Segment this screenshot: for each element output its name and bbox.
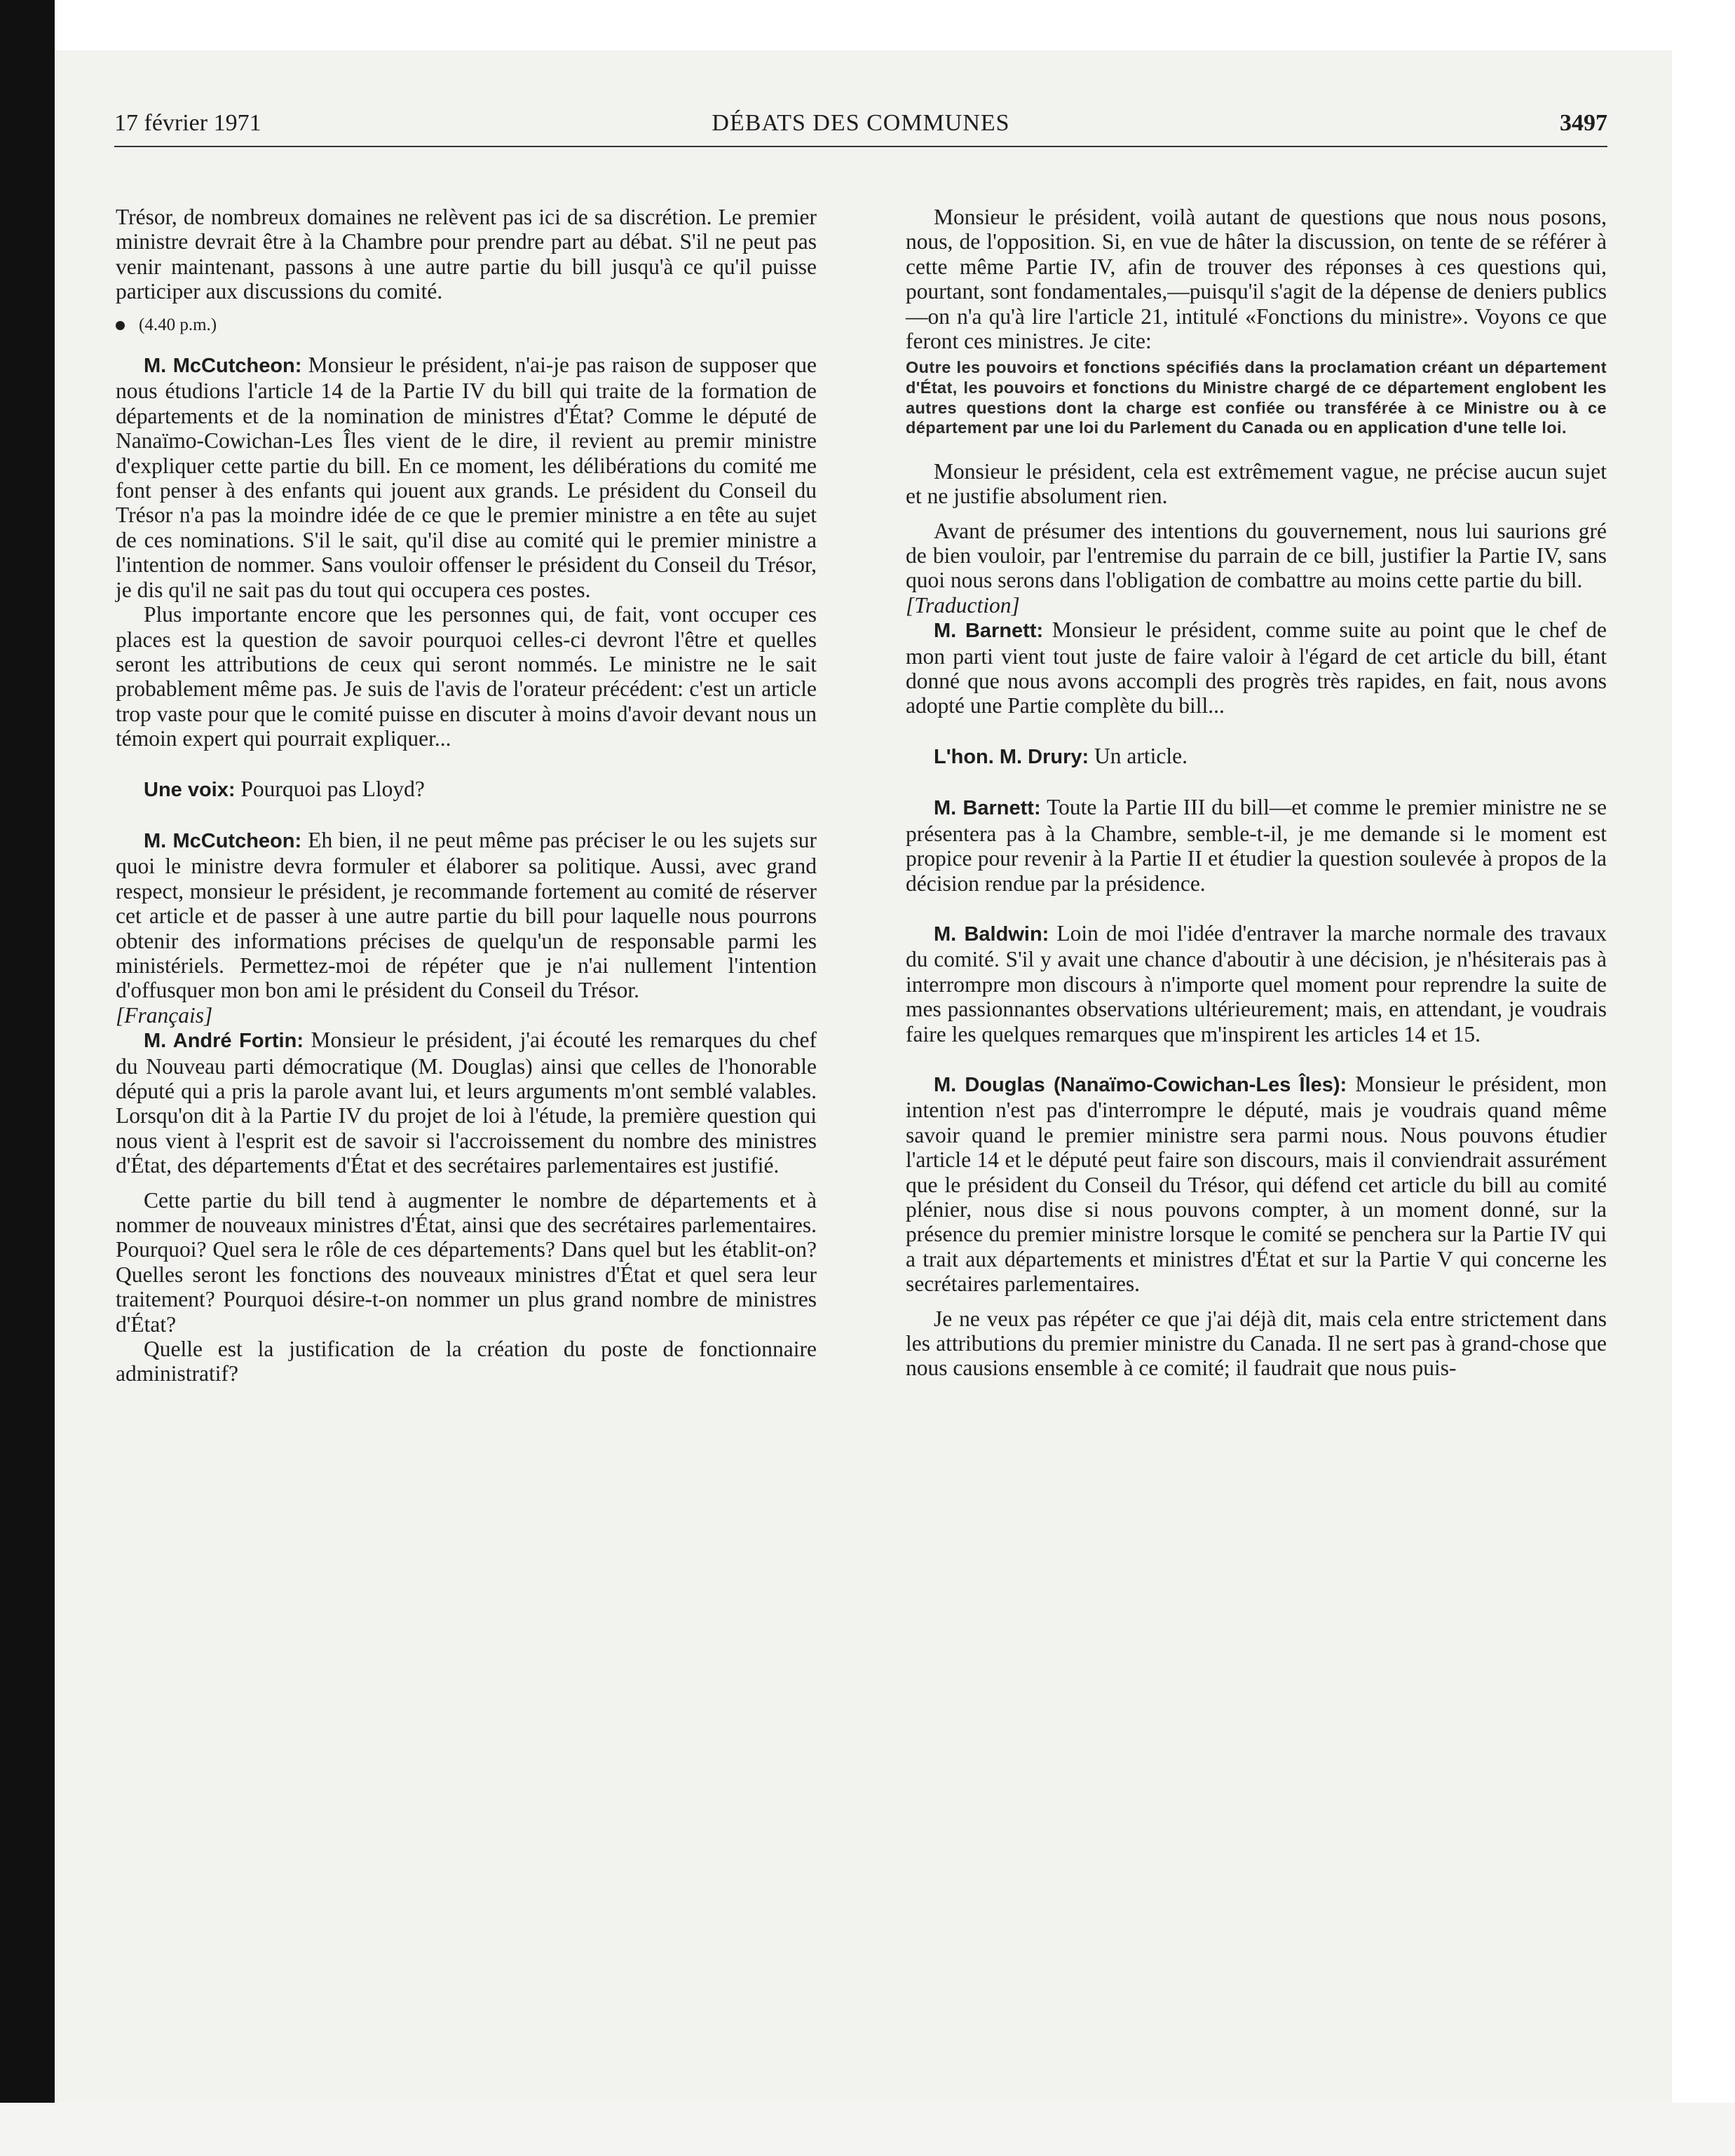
paragraph <box>116 1028 817 1178</box>
speech-text: Monsieur le président, mon intention n'est pas d'interrompre le député, mais je voudrais quand même savoir quand le premier ministre sera parmi nous. Nous pouvons étudier l'article 14 et le député peut faire son discours, mais il conviendrait assurément que le président du Conseil du Trésor, qui défend cet article du bill au comité plénier, nous dise si nous pouvons compter, à un moment donné, sur la présence du premier ministre lorsque le comité se penchera sur la Partie IV qui a trait aux départements et ministres d'État et sur la Partie V qui concerne les secrétaires parlementaires. <box>906 1071 1607 1297</box>
left-column <box>116 205 817 1386</box>
speech-text: Loin de moi l'idée d'entraver la marche normale des travaux du comité. S'il y avait une chance d'aboutir à une décision, je n'hésiterais pas à interrompre mon discours à n'importe quel moment pour reprendre la suite de mes passionnantes observations ultérieurement; mais, en attendant, je voudrais faire les quelques remarques que m'inspirent les articles 14 et 15. <box>906 920 1607 1046</box>
speech-text: Monsieur le président, n'ai-je pas raison de supposer que nous étudions l'article 14 de la Partie IV du bill qui traite de la formation de départements et de la nomination de ministres d'État? Comme le député de Nanaïmo-Cowichan-Les Îles vient de le dire, il revient au premir ministre d'expliquer cette partie du bill. En ce moment, les délibérations du comité me font penser à des enfants qui jouent aux grands. Le président du Conseil du Trésor n'a pas la moindre idée de ce que le premier ministre a en tête au sujet de ces nominations. S'il le sait, qu'il dise au comité qui le premier ministre a l'intention de nommer. Sans vouloir offenser le président du Conseil du Trésor, je dis qu'il ne sait pas du tout qui occupera ces postes. <box>116 353 817 602</box>
timestamp-text: (4.40 p.m.) <box>139 315 217 334</box>
speech-text: Eh bien, il ne peut même pas préciser le ou les sujets sur quoi le ministre devra formuler et élaborer sa politique. Aussi, avec grand respect, monsieur le président, je recommande fortement au comité de réserver cet article et de passer à une autre partie du bill pour laquelle nous pourrons obtenir des informations précises de quelqu'un de responsable parmi les ministériels. Permettez-moi de répéter que je n'ai nullement l'intention d'offusquer mon bon ami le président du Conseil du Trésor. <box>116 827 817 1003</box>
language-rubric: [Français] <box>116 1002 213 1028</box>
speaker-name: L'hon. M. Drury: <box>934 745 1089 768</box>
speaker-name: M. Baldwin: <box>934 922 1049 946</box>
scan-bottom-margin <box>0 2103 1735 2156</box>
bullet-icon <box>116 321 125 330</box>
paragraph <box>116 777 817 803</box>
header-date: 17 février 1971 <box>114 110 261 136</box>
paragraph: Monsieur le président, cela est extrêmement vague, ne précise aucun sujet et ne justifie absolument rien. <box>906 458 1607 509</box>
speech-text: Pourquoi pas Lloyd? <box>240 776 425 801</box>
paragraph: Je ne veux pas répéter ce que j'ai déjà dit, mais cela entre strictement dans les attributions du premier ministre du Canada. Il ne sert pas à grand-chose que nous causions ensemble à ce comité; il faudrait que nous puis- <box>906 1306 1607 1381</box>
timestamp <box>116 313 817 337</box>
speech-text: Toute la Partie III du bill—et comme le premier ministre ne se présentera pas à la Chambre, semble-t-il, je me demande si le moment est propice pour revenir à la Partie II et étudier la question soulevée à propos de la décision rendue par la présidence. <box>906 795 1607 896</box>
paragraph <box>906 618 1607 718</box>
page-header <box>114 104 1607 147</box>
block-quote: Outre les pouvoirs et fonctions spécifiés dans la proclamation créant un département d'État, les pouvoirs et fonctions du Ministre chargé de ce département englobent les autres questions dont la charge est confiée ou transférée à ce Ministre ou à ce département par une loi du Parlement du Canada ou en application d'une telle loi. <box>906 358 1607 437</box>
right-column <box>906 205 1607 1381</box>
paragraph <box>906 921 1607 1046</box>
speaker-name: M. McCutcheon: <box>144 355 302 378</box>
speech-text: Un article. <box>1094 743 1188 768</box>
language-rubric: [Traduction] <box>906 592 1020 618</box>
speech-text: Monsieur le président, comme suite au point que le chef de mon parti vient tout juste de faire valoir à l'égard de cet article du bill, étant donné que nous avons accompli des progrès très rapides, en fait, nous avons adopté une Partie complète du bill... <box>906 618 1607 718</box>
paragraph <box>906 744 1607 770</box>
header-title: DÉBATS DES COMMUNES <box>712 110 1010 136</box>
paragraph: Quelle est la justification de la création du poste de fonctionnaire administratif? <box>116 1337 817 1386</box>
speaker-name: M. Douglas (Nanaïmo-Cowichan-Les Îles): <box>934 1073 1347 1096</box>
paragraph <box>116 828 817 1003</box>
speaker-name: M. Barnett: <box>934 620 1044 643</box>
paragraph: Cette partie du bill tend à augmenter le nombre de départements et à nommer de nouveaux ministres d'État, ainsi que des secrétaires parlementaires. Pourquoi? Quel sera le rôle de ces départements? Dans quel but les établit-on? Quelles seront les fonctions des nouveaux ministres d'État et quel sera leur traitement? Pourquoi désire-t-on nommer un plus grand nombre de ministres d'État? <box>116 1187 817 1337</box>
paragraph: Monsieur le président, voilà autant de questions que nous nous posons, nous, de l'opposition. Si, en vue de hâter la discussion, on tente de se référer à cette même Partie IV, afin de trouver des réponses à ces questions qui, pourtant, sont fondamentales,—puisqu'il s'agit de la dépense de deniers publics—on n'a qu'à lire l'article 21, intitulé «Fonctions du ministre». Voyons ce que feront ces ministres. Je cite: <box>906 205 1607 354</box>
paragraph <box>906 795 1607 896</box>
paragraph <box>116 353 817 602</box>
speech-text: Monsieur le président, j'ai écouté les remarques du chef du Nouveau parti démocratique (M. Douglas) ainsi que celles de l'honorable député qui a pris la parole avant lui, et leurs arguments m'ont semblé valables. Lorsqu'on dit à la Partie IV du projet de loi à l'étude, la première question qui nous vient à l'esprit est de savoir si l'accroissement du nombre des ministres d'État, des départements d'État et des secrétaires parlementaires est justifié. <box>116 1028 817 1178</box>
paragraph: Trésor, de nombreux domaines ne relèvent pas ici de sa discrétion. Le premier ministre devrait être à la Chambre pour prendre part au débat. S'il ne peut pas venir maintenant, passons à une autre partie du bill jusqu'à ce qu'il puisse participer aux discussions du comité. <box>116 205 817 304</box>
paragraph: Avant de présumer des intentions du gouvernement, nous lui saurions gré de bien vouloir, par l'entremise du parrain de ce bill, justifier la Partie IV, sans quoi nous serons dans l'obligation de combattre au moins cette partie du bill. <box>906 518 1607 593</box>
speaker-name: M. McCutcheon: <box>144 829 302 852</box>
speaker-name: Une voix: <box>144 778 236 801</box>
speaker-name: M. Barnett: <box>934 797 1041 820</box>
scan-border <box>0 0 55 2156</box>
paragraph: Plus importante encore que les personnes qui, de fait, vont occuper ces places est la question de savoir pourquoi celles-ci devront l'être et quelles seront les attributions de ceux qui seront nommés. Le ministre ne le sait probablement même pas. Je suis de l'avis de l'orateur précédent: c'est un article trop vaste pour que le comité puisse en discuter à moins d'avoir devant nous un témoin expert qui pourrait expliquer... <box>116 602 817 751</box>
paragraph <box>906 1072 1607 1297</box>
header-page-number: 3497 <box>1560 110 1607 136</box>
speaker-name: M. André Fortin: <box>144 1030 304 1053</box>
